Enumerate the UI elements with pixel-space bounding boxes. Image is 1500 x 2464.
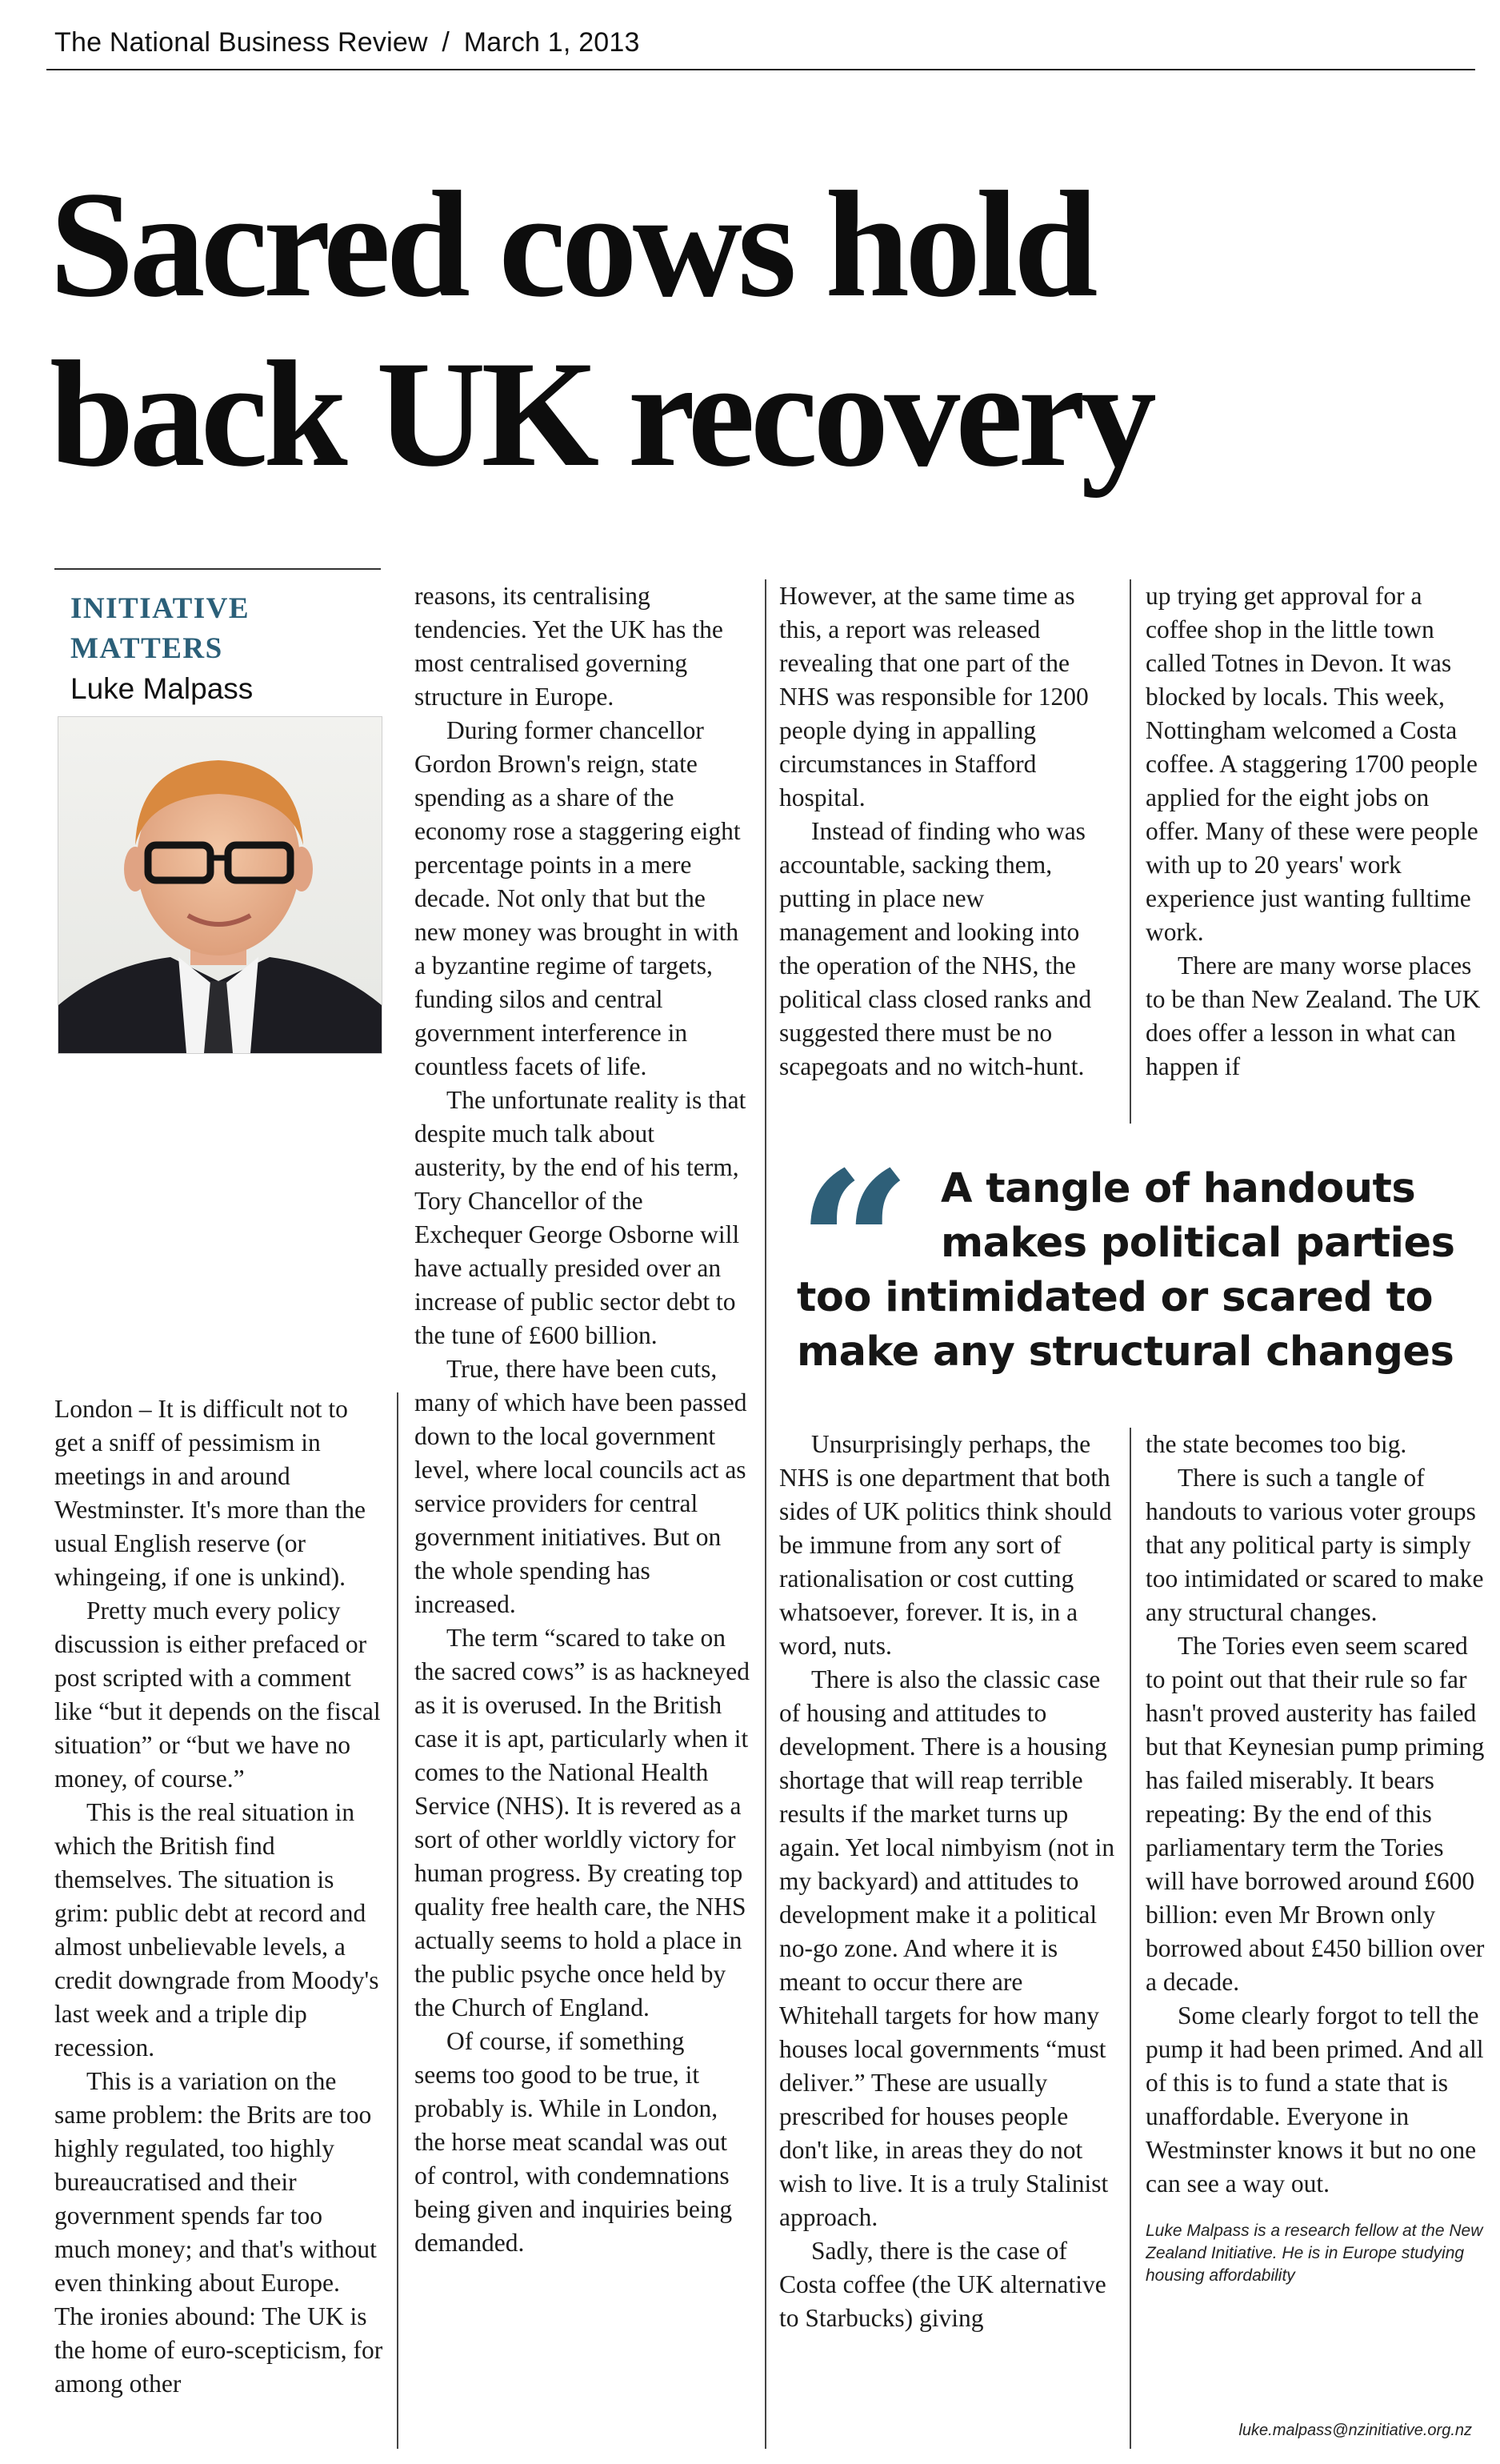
paragraph: reasons, its centralising tendencies. Yet the UK has the most centralised governing structure in Europe. (414, 582, 723, 711)
masthead-rule (46, 69, 1475, 70)
pull-quote-line-4: make any structural changes (797, 1328, 1454, 1376)
author-note: Luke Malpass is a research fellow at the New Zealand Initiative. He is in Europe studying housing affordability (1146, 2222, 1483, 2285)
paragraph: There is such a tangle of handouts to various voter groups that any political party is simply too intimidated or scared to make any structural changes. (1146, 1464, 1484, 1626)
article-column-2 (414, 579, 750, 2449)
paragraph: Unsurprisingly perhaps, the NHS is one department that both sides of UK politics think should be immune from any sort of rationalisation or cost cutting whatsoever, forever. It is, in a word, nuts. (779, 1430, 1112, 1660)
column-name-line-2: MATTERS (70, 632, 223, 665)
paragraph: This is a variation on the same problem: the Brits are too highly regulated, too highly bureaucratised and their government spends far too much money; and that's without even thinking about Europe. The ironies abound: The UK is the home of euro-scepticism, for among other (54, 2067, 383, 2398)
publication-date: March 1, 2013 (463, 27, 640, 58)
paragraph: The Tories even seem scared to point out that their rule so far hasn't proved austerity has failed but that Keynesian pump priming has failed miserably. It bears repeating: By the end of this parliamentary term the Tories will have borrowed around £600 billion: even Mr Brown only borrowed about £450 billion over a decade. (1146, 1632, 1485, 1996)
masthead-separator: / (442, 27, 450, 58)
paragraph: There is also the classic case of housing and attitudes to development. There is a housing shortage that will reap terrible results if the market turns up again. Yet local nimbyism (not in my backyard) and attitudes to development make it a political no-go zone. And where it is meant to occur there are Whitehall targets for how many houses local governments “must deliver.” These are usually prescribed for houses people don't like, in areas they do not wish to live. It is a truly Stalinist approach. (779, 1665, 1115, 2231)
headline-line-2: back UK recovery (50, 331, 1152, 499)
article-column-4-top (1146, 579, 1486, 1084)
masthead (54, 27, 1475, 58)
paragraph: This is the real situation in which the British find themselves. The situation is grim: public debt at record and almost unbelievable levels, a credit downgrade from Moody's last week and a triple dip recession. (54, 1798, 379, 2061)
paragraph: Some clearly forgot to tell the pump it had been primed. And all of this is to fund a state that is unaffordable. Everyone in Westminster knows it but no one can see a way out. (1146, 2001, 1484, 2198)
publication-name: The National Business Review (54, 27, 428, 58)
author-email: luke.malpass@nzinitiative.org.nz (1238, 2422, 1472, 2439)
article-column-4-bottom (1146, 1428, 1486, 2449)
pull-quote (797, 1128, 1485, 1394)
headline-line-1: Sacred cows hold (50, 161, 1094, 329)
pull-quote-line-2: makes political parties (941, 1220, 1455, 1267)
column-rule (1130, 579, 1131, 1124)
paragraph: During former chancellor Gordon Brown's reign, state spending as a share of the economy rose a staggering eight percentage points in a mere decade. Not only that but the new money was brought in with a byzantine regime of targets, funding silos and central government interference in countless facets of life. (414, 716, 741, 1080)
paragraph: Pretty much every policy discussion is either prefaced or post scripted with a comment like “but it depends on the fiscal situation” or “but we have no money, of course.” (54, 1597, 381, 1793)
author-block (54, 568, 381, 706)
paragraph: True, there have been cuts, many of which have been passed down to the local government level, where local councils act as service providers for central government initiatives. But on the whole spending has increased. (414, 1355, 747, 1618)
author-portrait (58, 716, 382, 1054)
paragraph: The unfortunate reality is that despite much talk about austerity, by the end of his term, Tory Chancellor of the Exchequer George Osborne will have actually presided over an increase of public sector debt to the tune of £600 billion. (414, 1086, 746, 1349)
author-name: Luke Malpass (70, 672, 254, 705)
column-name-line-1: INITIATIVE (70, 592, 250, 625)
paragraph: Sadly, there is the case of Costa coffee (the UK alternative to Starbucks) giving (779, 2237, 1106, 2332)
paragraph: up trying get approval for a coffee shop in the little town called Totnes in Devon. It was blocked by locals. This week, Nottingham welcomed a Costa coffee. A staggering 1700 people applied for the eight jobs on offer. Many of these were people with up to 20 years' work experience just wanting fulltime work. (1146, 582, 1478, 946)
paragraph: Of course, if something seems too good to be true, it probably is. While in London, the horse meat scandal was out of control, with condemnations being given and inquiries being demanded. (414, 2027, 733, 2257)
paragraph: The term “scared to take on the sacred cows” is as hackneyed as it is overused. In the British case it is apt, particularly when it comes to the National Health Service (NHS). It is revered as a sort of other worldly victory for human progress. By creating top quality free health care, the NHS actually seems to hold a place in the public psyche once held by the Church of England. (414, 1624, 750, 2021)
column-rule (397, 1392, 398, 2449)
paragraph: However, at the same time as this, a report was released revealing that one part of the NHS was responsible for 1200 people dying in appalling circumstances in Stafford hospital. (779, 582, 1089, 811)
article-column-1 (54, 1392, 384, 2401)
pull-quote-text (797, 1128, 1485, 1380)
paragraph: There are many worse places to be than New Zealand. The UK does offer a lesson in what can happen if (1146, 952, 1481, 1080)
paragraph: the state becomes too big. (1146, 1430, 1407, 1458)
pull-quote-line-1: A tangle of handouts (941, 1165, 1416, 1212)
column-rule (1130, 1428, 1131, 2449)
column-rule (765, 579, 766, 2449)
paragraph: Instead of finding who was accountable, sacking them, putting in place new management and looking into the operation of the NHS, the political class closed ranks and suggested there must be no scapegoats and no witch-hunt. (779, 817, 1092, 1080)
paragraph: London – It is difficult not to get a sniff of pessimism in meetings in and around Westminster. It's more than the usual English reserve (or whingeing, if one is unkind). (54, 1395, 366, 1591)
pull-quote-line-3: too intimidated or scared to (797, 1274, 1434, 1321)
article-column-3-top (779, 579, 1115, 1084)
author-portrait-illustration (58, 717, 382, 1053)
article-column-3-bottom (779, 1428, 1115, 2449)
column-name (70, 589, 381, 669)
quote-mark-icon: “ (797, 1128, 912, 1363)
headline (50, 160, 1410, 499)
